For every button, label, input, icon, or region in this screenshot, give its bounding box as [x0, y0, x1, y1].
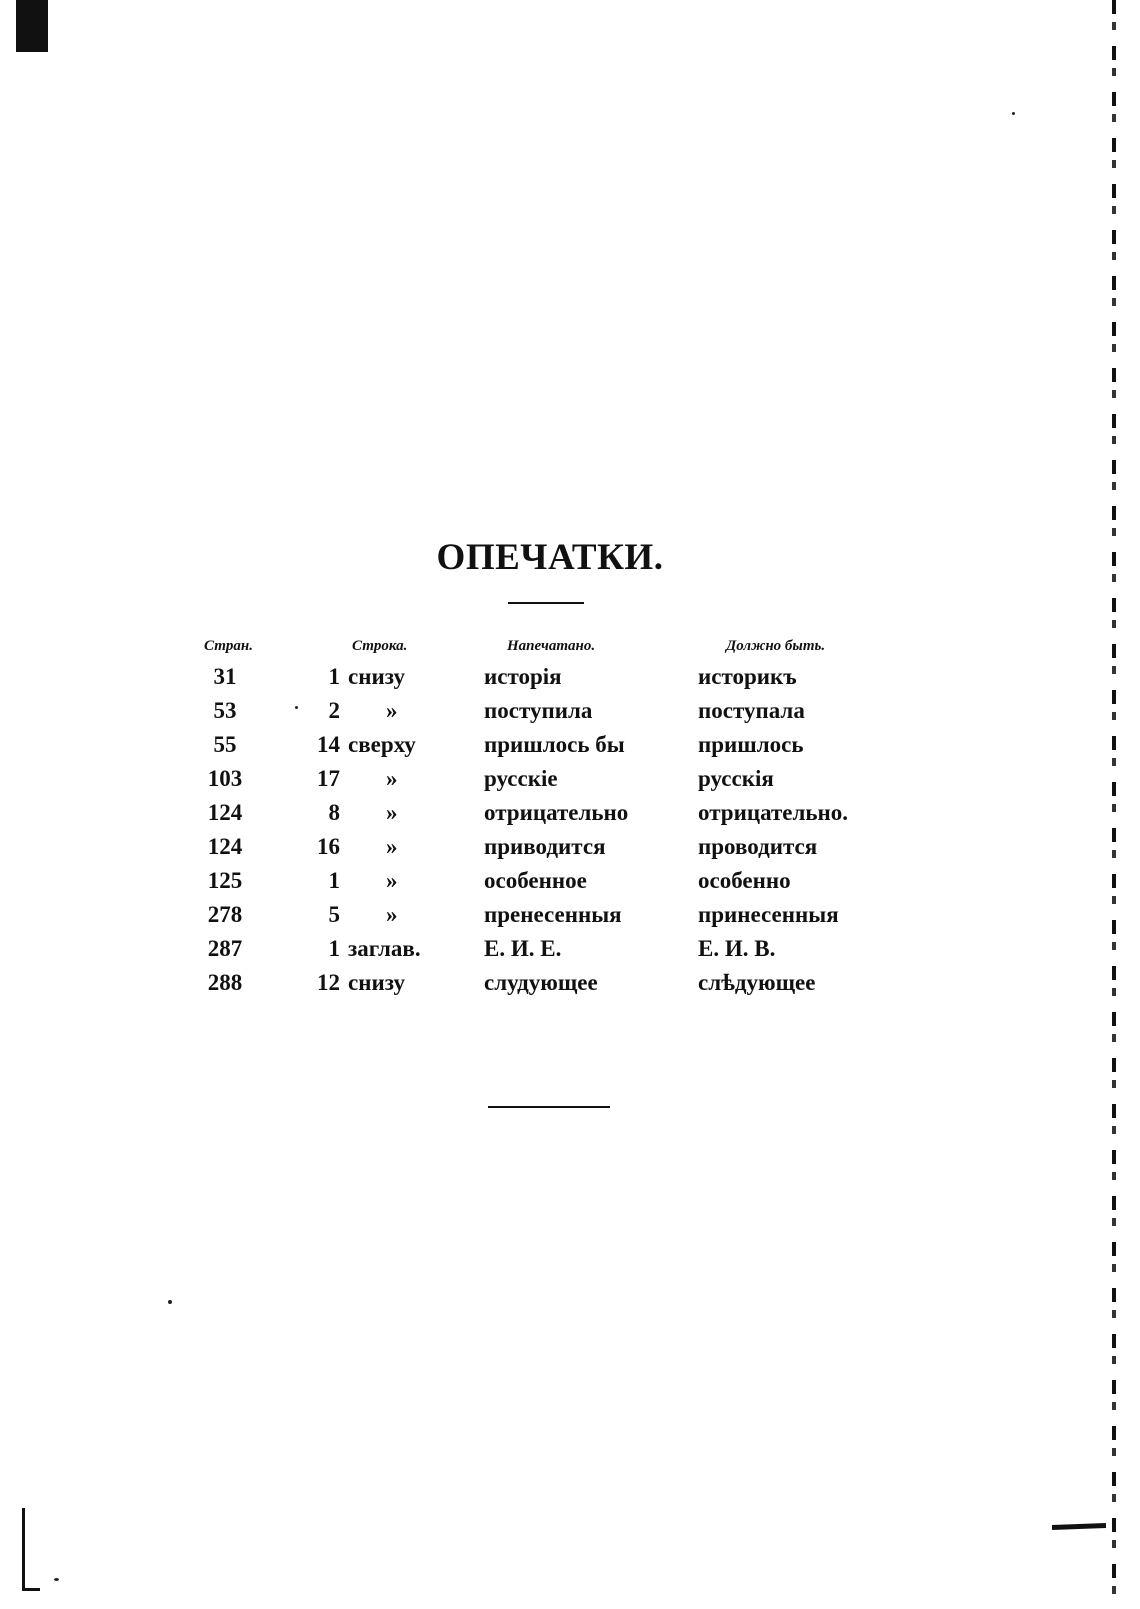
cell-page: 31 — [213, 664, 237, 689]
table-row — [0, 660, 1140, 694]
cell-line: 17 — [317, 766, 340, 791]
cell-should-be: поступала — [698, 698, 805, 723]
cell-should-be: проводится — [698, 834, 818, 859]
scan-bracket-vertical — [22, 1508, 25, 1590]
table-row — [0, 898, 1140, 932]
table-row — [0, 864, 1140, 898]
cell-line: 2 — [328, 698, 340, 723]
cell-page: 103 — [207, 766, 243, 791]
cell-position: снизу — [348, 970, 405, 995]
cell-line: 1 — [328, 868, 340, 893]
cell-should-be: Е. И. В. — [698, 936, 776, 961]
closing-rule — [488, 1106, 610, 1108]
cell-printed: поступила — [484, 698, 593, 723]
cell-position: » — [386, 902, 398, 927]
title-rule — [508, 602, 584, 604]
header-page: Стран. — [204, 638, 253, 654]
cell-should-be: отрицательно. — [698, 800, 849, 825]
cell-position: » — [386, 766, 398, 791]
cell-line: 1 — [328, 664, 340, 689]
cell-printed: слудующее — [484, 970, 598, 995]
cell-position: заглав. — [348, 936, 421, 961]
page-title: ОПЕЧАТКИ. — [436, 537, 664, 578]
cell-should-be: пришлось — [698, 732, 804, 757]
cell-position: сверху — [348, 732, 416, 757]
cell-position: снизу — [348, 664, 405, 689]
cell-line: 8 — [328, 800, 340, 825]
cell-printed: пренесенныя — [484, 902, 622, 927]
table-row — [0, 796, 1140, 830]
cell-should-be: русскія — [698, 766, 774, 791]
cell-printed: русскіе — [484, 766, 558, 791]
table-row — [0, 694, 1140, 728]
cell-printed: пришлось бы — [484, 732, 625, 757]
cell-should-be: историкъ — [698, 664, 797, 689]
cell-should-be: принесенныя — [698, 902, 839, 927]
cell-page: 55 — [213, 732, 237, 757]
scan-speck — [1012, 112, 1015, 115]
cell-line: 16 — [317, 834, 340, 859]
cell-page: 124 — [207, 834, 243, 859]
cell-printed: приводится — [484, 834, 606, 859]
table-row — [0, 966, 1140, 1000]
table-row — [0, 830, 1140, 864]
scan-bracket-horizontal — [22, 1588, 40, 1591]
header-line: Строка. — [352, 638, 408, 654]
cell-should-be: особенно — [698, 868, 791, 893]
scan-mark-top-left — [16, 0, 48, 52]
cell-printed: исторія — [484, 664, 562, 689]
cell-page: 124 — [207, 800, 243, 825]
cell-page: 278 — [207, 902, 243, 927]
cell-line: 12 — [317, 970, 340, 995]
cell-page: 125 — [207, 868, 243, 893]
scan-stroke-bottom-right — [1052, 1523, 1106, 1530]
scan-speck — [54, 1578, 59, 1581]
cell-position: » — [386, 834, 398, 859]
table-row — [0, 932, 1140, 966]
scan-speck — [168, 1300, 172, 1304]
cell-page: 53 — [213, 698, 237, 723]
cell-position: » — [386, 800, 398, 825]
errata-table — [0, 660, 1140, 1000]
header-should-be: Должно быть. — [726, 638, 826, 654]
cell-line: 1 — [328, 936, 340, 961]
cell-page: 288 — [207, 970, 243, 995]
table-row — [0, 728, 1140, 762]
cell-position: » — [386, 698, 398, 723]
cell-should-be: слѣдующее — [698, 970, 816, 995]
table-row — [0, 762, 1140, 796]
cell-printed: отрицательно — [484, 800, 629, 825]
cell-line: 5 — [328, 902, 340, 927]
cell-line: 14 — [317, 732, 340, 757]
cell-printed: особенное — [484, 868, 587, 893]
header-printed: Напечатано. — [507, 638, 596, 654]
cell-page: 287 — [207, 936, 243, 961]
cell-printed: Е. И. Е. — [484, 936, 562, 961]
cell-position: » — [386, 868, 398, 893]
